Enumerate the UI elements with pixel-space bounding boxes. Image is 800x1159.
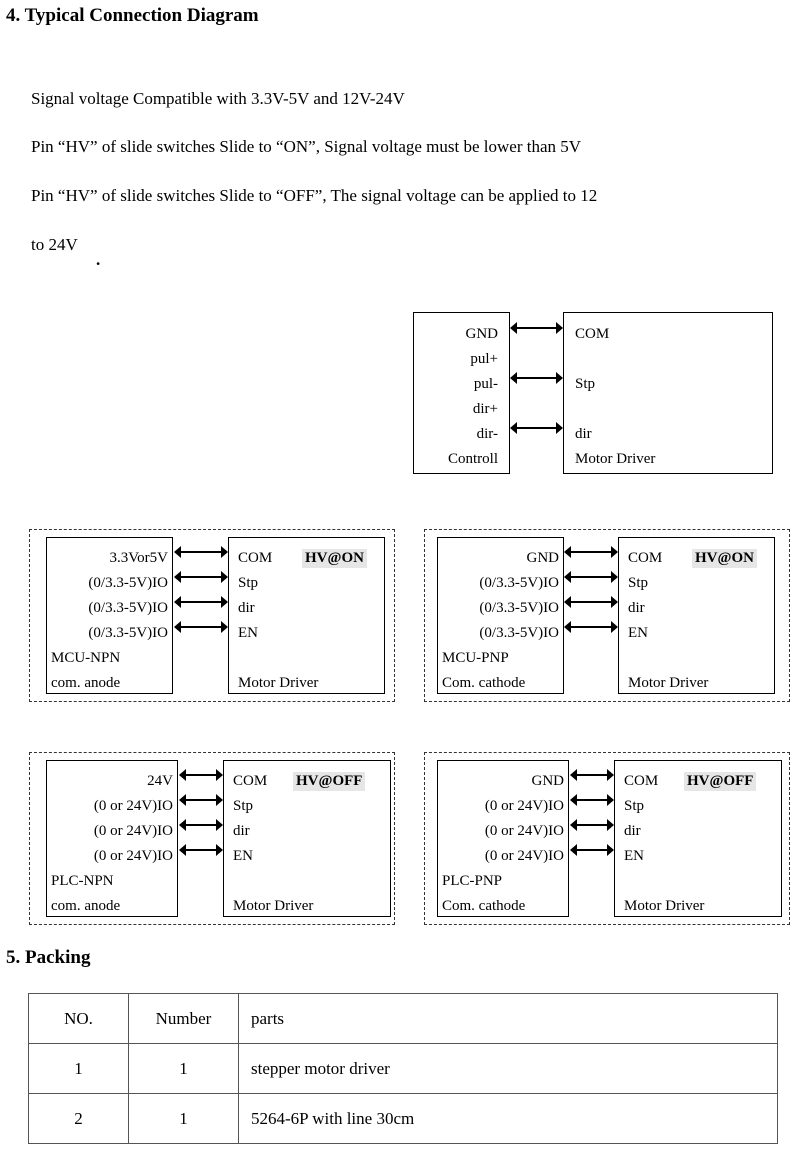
mcu-pnp-line-io-3: (0/3.3-5V)IO <box>479 625 559 641</box>
section-4-paragraph-1: Signal voltage Compatible with 3.3V-5V and 12V-24V <box>31 89 405 108</box>
mcu-npn-label: MCU-NPN <box>51 650 121 666</box>
row-1-parts: stepper motor driver <box>239 1044 778 1094</box>
mcu-pnp-driver-en: EN <box>628 625 648 641</box>
row-1-no: 1 <box>29 1044 129 1094</box>
plc-npn-arrow-1 <box>179 769 223 781</box>
arrow-dir-dir <box>510 422 563 434</box>
plc-npn-line-io-2: (0 or 24V)IO <box>93 823 173 839</box>
plc-pnp-line-io-2: (0 or 24V)IO <box>484 823 564 839</box>
row-2-parts: 5264-6P with line 30cm <box>239 1094 778 1144</box>
row-2-number: 1 <box>129 1094 239 1144</box>
mcu-pnp-arrow-3 <box>564 596 618 608</box>
plc-npn-arrow-3 <box>179 819 223 831</box>
mcu-npn-driver-com: COM <box>238 550 273 566</box>
plc-npn-arrow-4 <box>179 844 223 856</box>
mcu-npn-driver-en: EN <box>238 625 258 641</box>
plc-npn-sublabel: com. anode <box>51 898 121 914</box>
mcu-npn-arrow-2 <box>174 571 228 583</box>
arrow-gnd-com <box>510 322 563 334</box>
plc-npn-label: PLC-NPN <box>51 873 114 889</box>
header-no: NO. <box>29 994 129 1044</box>
header-parts: parts <box>239 994 778 1044</box>
driver-line-dir: dir <box>575 426 592 442</box>
arrow-pul-stp <box>510 372 563 384</box>
mcu-pnp-driver-stp: Stp <box>628 575 649 591</box>
controller-box-label: Controll <box>447 451 498 467</box>
plc-pnp-arrow-4 <box>570 844 614 856</box>
plc-pnp-line-io-1: (0 or 24V)IO <box>484 798 564 814</box>
mcu-npn-arrow-3 <box>174 596 228 608</box>
plc-pnp-arrow-2 <box>570 794 614 806</box>
mcu-pnp-driver-com: COM <box>628 550 663 566</box>
plc-npn-line-io-1: (0 or 24V)IO <box>93 798 173 814</box>
header-number: Number <box>129 994 239 1044</box>
plc-pnp-label: PLC-PNP <box>442 873 503 889</box>
mcu-npn-driver-label: Motor Driver <box>238 675 319 691</box>
mcu-npn-hv-tag: HV@ON <box>302 549 367 568</box>
controller-line-dir-plus: dir+ <box>472 401 498 417</box>
mcu-npn-arrow-4 <box>174 621 228 633</box>
driver-line-stp: Stp <box>575 376 596 392</box>
mcu-pnp-line-io-1: (0/3.3-5V)IO <box>479 575 559 591</box>
controller-line-gnd: GND <box>465 326 498 342</box>
section-4-paragraph-2: Pin “HV” of slide switches Slide to “ON”, Signal voltage must be lower than 5V <box>31 137 582 156</box>
plc-pnp-hv-tag: HV@OFF <box>684 772 756 791</box>
plc-pnp-driver-en: EN <box>624 848 644 864</box>
mcu-npn-arrow-1 <box>174 546 228 558</box>
mcu-pnp-line-gnd: GND <box>526 550 559 566</box>
plc-npn-driver-dir: dir <box>233 823 250 839</box>
mcu-npn-sublabel: com. anode <box>51 675 121 691</box>
mcu-npn-line-io-3: (0/3.3-5V)IO <box>88 625 168 641</box>
mcu-pnp-hv-tag: HV@ON <box>692 549 757 568</box>
mcu-npn-line-vcc: 3.3Vor5V <box>109 550 168 566</box>
packing-table <box>28 993 778 1144</box>
plc-npn-arrow-2 <box>179 794 223 806</box>
driver-line-com: COM <box>575 326 610 342</box>
mcu-pnp-arrow-1 <box>564 546 618 558</box>
section-4-paragraph-4: to 24V <box>31 235 78 254</box>
mcu-npn-driver-dir: dir <box>238 600 255 616</box>
plc-pnp-arrow-3 <box>570 819 614 831</box>
mcu-pnp-driver-label: Motor Driver <box>628 675 709 691</box>
plc-npn-line-io-3: (0 or 24V)IO <box>93 848 173 864</box>
mcu-npn-line-io-1: (0/3.3-5V)IO <box>88 575 168 591</box>
plc-pnp-driver-com: COM <box>624 773 659 789</box>
mcu-npn-line-io-2: (0/3.3-5V)IO <box>88 600 168 616</box>
section-4-paragraph-3: Pin “HV” of slide switches Slide to “OFF”, The signal voltage can be applied to 12 <box>31 186 598 205</box>
plc-pnp-line-io-3: (0 or 24V)IO <box>484 848 564 864</box>
plc-pnp-line-gnd: GND <box>531 773 564 789</box>
controller-line-pul-plus: pul+ <box>470 351 498 367</box>
controller-line-dir-minus: dir- <box>476 426 498 442</box>
plc-npn-driver-en: EN <box>233 848 253 864</box>
mcu-npn-driver-stp: Stp <box>238 575 259 591</box>
plc-npn-driver-stp: Stp <box>233 798 254 814</box>
plc-npn-hv-tag: HV@OFF <box>293 772 365 791</box>
plc-npn-line-24v: 24V <box>147 773 173 789</box>
section-4-title: 4. Typical Connection Diagram <box>6 5 259 26</box>
section-5-title: 5. Packing <box>6 947 91 968</box>
controller-line-pul-minus: pul- <box>473 376 498 392</box>
mcu-pnp-arrow-2 <box>564 571 618 583</box>
plc-pnp-driver-stp: Stp <box>624 798 645 814</box>
plc-npn-driver-com: COM <box>233 773 268 789</box>
table-row <box>29 1094 778 1144</box>
mcu-pnp-line-io-2: (0/3.3-5V)IO <box>479 600 559 616</box>
plc-npn-driver-label: Motor Driver <box>233 898 314 914</box>
mcu-pnp-label: MCU-PNP <box>442 650 509 666</box>
row-1-number: 1 <box>129 1044 239 1094</box>
table-row <box>29 1044 778 1094</box>
plc-pnp-arrow-1 <box>570 769 614 781</box>
bullet-dot: . <box>96 250 101 269</box>
mcu-pnp-arrow-4 <box>564 621 618 633</box>
driver-box-label-top: Motor Driver <box>575 451 656 467</box>
plc-pnp-driver-dir: dir <box>624 823 641 839</box>
row-2-no: 2 <box>29 1094 129 1144</box>
table-header-row <box>29 994 778 1044</box>
mcu-pnp-driver-dir: dir <box>628 600 645 616</box>
mcu-pnp-sublabel: Com. cathode <box>442 675 526 691</box>
plc-pnp-sublabel: Com. cathode <box>442 898 526 914</box>
plc-pnp-driver-label: Motor Driver <box>624 898 705 914</box>
